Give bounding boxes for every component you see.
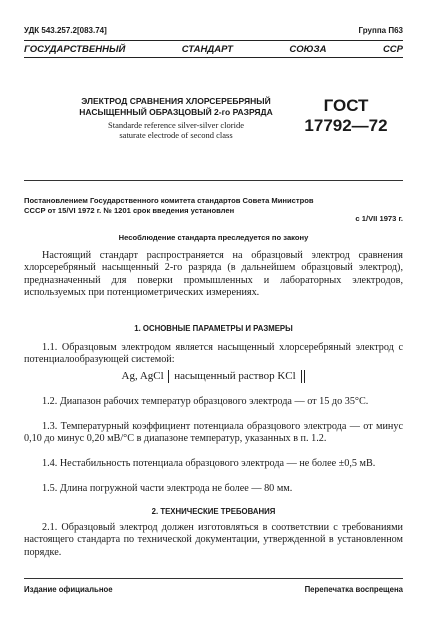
title-ru-line1: ЭЛЕКТРОД СРАВНЕНИЯ ХЛОРСЕРЕБРЯНЫЙ <box>81 96 271 106</box>
official-edition: Издание официальное <box>24 585 113 594</box>
paragraph-1-5-text: 1.5. Длина погружной части электрода не более — 80 мм. <box>42 483 293 494</box>
decree-line2: СССР от 15/VI 1972 г. № 1201 срок введения установлен <box>24 206 235 215</box>
gost-label: ГОСТ <box>323 96 369 115</box>
group-code: Группа П63 <box>358 26 403 35</box>
phase-boundary <box>168 370 169 383</box>
udc-code: УДК 543.257.2[083.74] <box>24 26 107 35</box>
paragraph-2-1 <box>24 522 403 559</box>
banner-word: ССР <box>382 43 403 55</box>
potential-system-formula <box>0 370 427 383</box>
gost-number: 17792—72 <box>304 116 388 135</box>
paragraph-1-3 <box>24 421 403 446</box>
title-en-line2: saturate electrode of second class <box>119 130 233 140</box>
banner-word: СОЮЗА <box>289 43 327 55</box>
reprint-prohibited: Перепечатка воспрещена <box>304 585 403 594</box>
section1-heading: 1. ОСНОВНЫЕ ПАРАМЕТРЫ И РАЗМЕРЫ <box>134 324 293 333</box>
legal-warning: Несоблюдение стандарта преследуется по закону <box>118 233 309 242</box>
paragraph-1-5 <box>24 483 403 495</box>
double-boundary <box>301 370 305 383</box>
formula-right: насыщенный раствор KCl <box>174 370 296 383</box>
paragraph-1-1 <box>24 342 403 367</box>
title-en-line1: Standarde reference silver-silver cloride <box>108 120 244 130</box>
footer-divider <box>24 578 403 579</box>
decree-text <box>24 196 403 216</box>
intro-paragraph <box>24 250 403 300</box>
paragraph-1-1-text: 1.1. Образцовым электродом является насыщенный хлорсеребряный электрод с потенциалообразующей системой: <box>24 342 403 366</box>
paragraph-1-2 <box>24 396 403 408</box>
banner-word: СТАНДАРТ <box>181 43 233 55</box>
paragraph-1-3-text: 1.3. Температурный коэффициент потенциала образцового электрода — от минус 0,10 до минус 0,20 мВ/°C в диапазоне температур, указанных в п. 1.2. <box>24 421 403 445</box>
formula-left: Ag, AgCl <box>121 370 164 383</box>
paragraph-1-4 <box>24 458 403 470</box>
standard-title <box>56 96 296 140</box>
title-ru-line2: НАСЫЩЕННЫЙ ОБРАЗЦОВЫЙ 2-го РАЗРЯДА <box>79 107 273 117</box>
paragraph-1-4-text: 1.4. Нестабильность потенциала образцового электрода — не более ±0,5 мВ. <box>42 458 376 469</box>
page-footer <box>24 585 403 594</box>
state-standard-banner <box>24 40 403 58</box>
intro-text: Настоящий стандарт распространяется на образцовый электрод сравнения хлорсеребряный насыщенный 2-го разряда (в дальнейшем образцовый электрод), предназначенный для поверки промышленных и лабораторных электродов, используемых при потенциометрических измерениях. <box>24 250 403 299</box>
decree-line1: Постановлением Государственного комитета стандартов Совета Министров <box>24 196 314 205</box>
divider <box>24 180 403 181</box>
paragraph-2-1-text: 2.1. Образцовый электрод должен изготовляться в соответствии с требованиями настоящего стандарта по технической документации, утвержденной в установленном порядке. <box>24 522 403 558</box>
decree-date: с 1/VII 1973 г. <box>355 214 403 223</box>
banner-word: ГОСУДАРСТВЕННЫЙ <box>24 43 126 55</box>
section2-heading: 2. ТЕХНИЧЕСКИЕ ТРЕБОВАНИЯ <box>151 507 276 516</box>
paragraph-1-2-text: 1.2. Диапазон рабочих температур образцового электрода — от 15 до 35°C. <box>42 396 369 407</box>
page-header <box>24 26 403 35</box>
gost-designation <box>296 96 396 136</box>
